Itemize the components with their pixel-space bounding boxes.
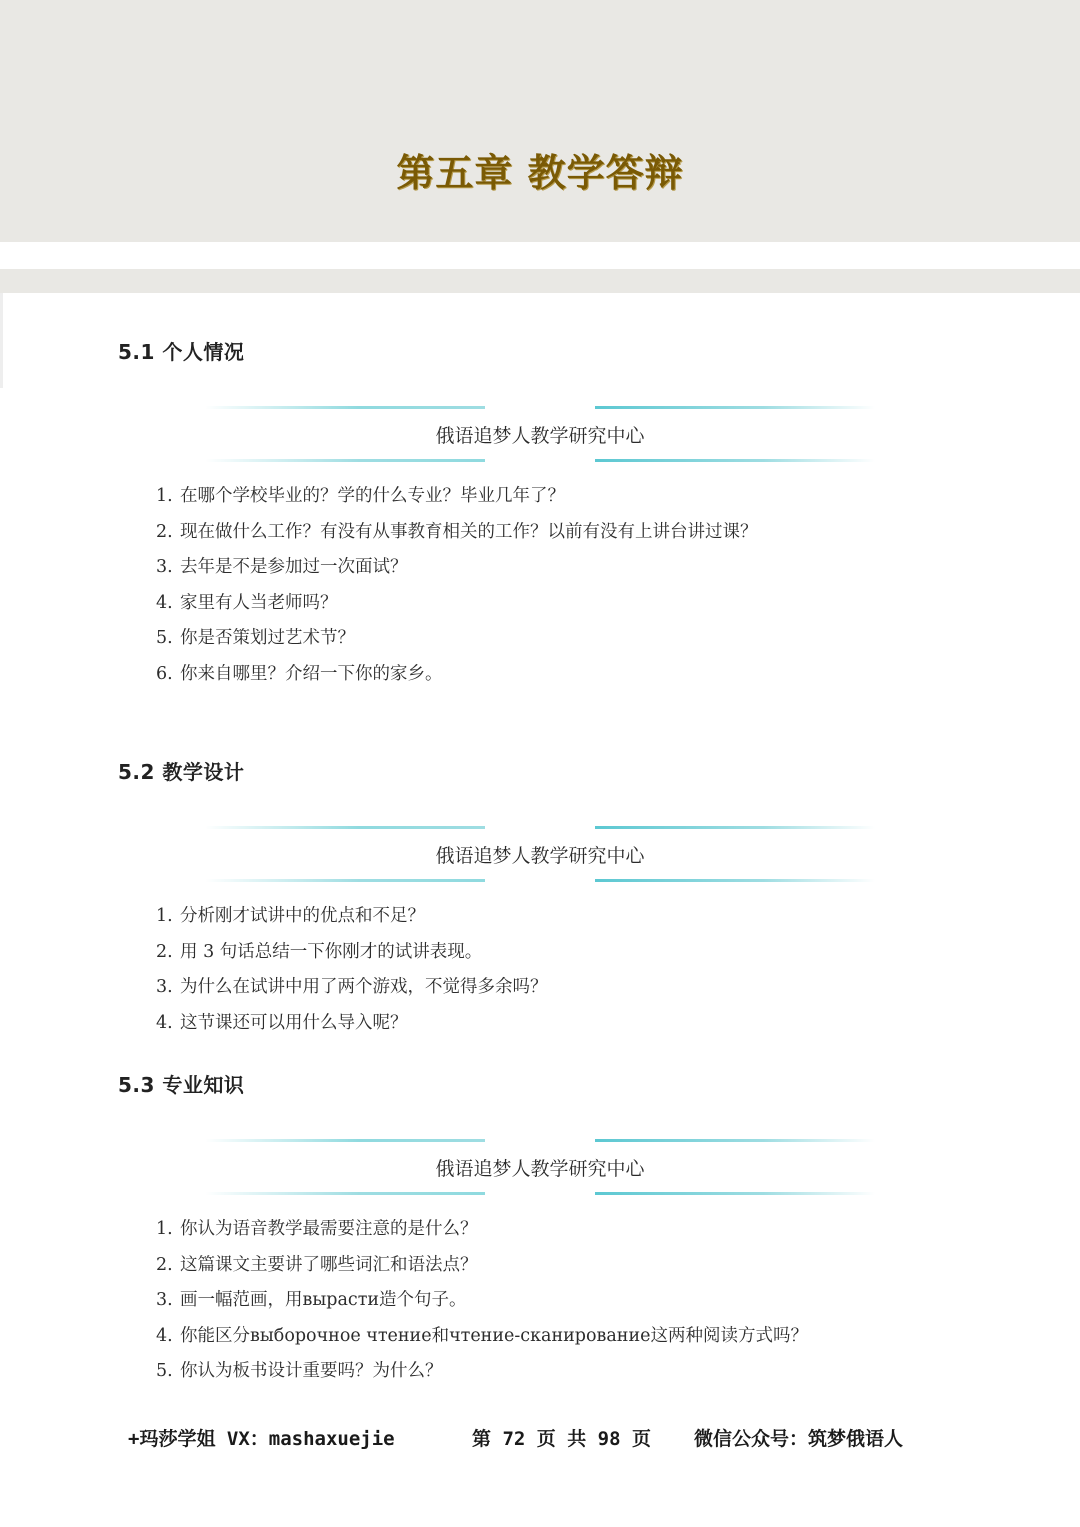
question-list-personal	[156, 479, 956, 693]
item-text: 你认为语音教学最需要注意的是什么？	[180, 1219, 478, 1239]
footer-page-number: 第 72 页 共 98 页	[472, 1428, 651, 1450]
item-number: 6.	[156, 663, 173, 684]
header-gap	[0, 242, 1080, 269]
item-text: 家里有人当老师吗？	[180, 592, 338, 613]
item-text: 用 3 句话总结一下你刚才的试讲表现。	[180, 941, 483, 962]
header-sub-band	[0, 269, 1080, 293]
list-item	[156, 899, 956, 935]
item-number: 5.	[156, 1361, 173, 1382]
item-number: 4.	[156, 1325, 173, 1346]
center-banner	[205, 1139, 875, 1199]
item-text: 你是否策划过艺术节？	[180, 628, 355, 649]
footer-contact: +玛莎学姐 VX：mashaxuejie	[128, 1428, 395, 1450]
item-text: 这节课还可以用什么导入呢？	[180, 1012, 408, 1033]
banner-line	[595, 459, 875, 462]
left-edge-shade	[0, 293, 3, 388]
item-text: 你来自哪里？介绍一下你的家乡。	[180, 663, 443, 684]
chapter-header-band	[0, 0, 1080, 242]
item-number: 2.	[156, 521, 173, 542]
banner-line	[205, 459, 485, 462]
list-item	[156, 1006, 956, 1042]
item-text: 分析刚才试讲中的优点和不足？	[180, 906, 425, 926]
item-text: 你认为板书设计重要吗？为什么？	[180, 1361, 443, 1382]
list-item	[156, 1319, 956, 1355]
item-number: 2.	[156, 941, 173, 962]
list-item	[156, 621, 956, 657]
banner-line	[595, 1139, 875, 1142]
center-banner	[205, 406, 875, 466]
item-text: 在哪个学校毕业的？学的什么专业？毕业几年了？	[180, 486, 565, 506]
item-number: 2.	[156, 1254, 173, 1275]
banner-line	[205, 1192, 485, 1195]
banner-line	[205, 826, 485, 829]
banner-line	[205, 879, 485, 882]
item-number: 4.	[156, 1012, 173, 1033]
list-item	[156, 515, 956, 551]
banner-line	[595, 826, 875, 829]
banner-line	[595, 1192, 875, 1195]
item-number: 3.	[156, 557, 173, 578]
item-text: 你能区分выборочное чтение和чтение-сканирование这两种阅读方式吗？	[180, 1325, 808, 1346]
question-list-design	[156, 899, 956, 1041]
list-item	[156, 970, 956, 1006]
question-list-knowledge	[156, 1212, 956, 1390]
list-item	[156, 657, 956, 693]
section-heading-knowledge: 5.3 专业知识	[118, 1073, 245, 1097]
list-item	[156, 1354, 956, 1390]
item-number: 1.	[156, 1219, 173, 1239]
banner-line	[205, 1139, 485, 1142]
list-item	[156, 550, 956, 586]
banner-line	[205, 406, 485, 409]
footer-wechat-account: 微信公众号：筑梦俄语人	[694, 1428, 904, 1450]
item-text: 现在做什么工作？有没有从事教育相关的工作？以前有没有上讲台讲过课？	[180, 521, 758, 542]
list-item	[156, 1283, 956, 1319]
center-banner	[205, 826, 875, 886]
center-banner-label: 俄语追梦人教学研究中心	[435, 845, 645, 867]
item-number: 1.	[156, 486, 173, 506]
item-number: 4.	[156, 592, 173, 613]
item-text: 去年是不是参加过一次面试？	[180, 557, 408, 578]
center-banner-label: 俄语追梦人教学研究中心	[435, 425, 645, 447]
list-item	[156, 935, 956, 971]
item-text: 为什么在试讲中用了两个游戏，不觉得多余吗？	[180, 977, 548, 998]
item-text: 画一幅范画，用вырасти造个句子。	[180, 1290, 467, 1311]
list-item	[156, 586, 956, 622]
list-item	[156, 1212, 956, 1248]
item-number: 5.	[156, 628, 173, 649]
center-banner-label: 俄语追梦人教学研究中心	[435, 1158, 645, 1180]
chapter-title: 第五章 教学答辩	[396, 151, 684, 195]
banner-line	[595, 406, 875, 409]
item-number: 3.	[156, 1290, 173, 1311]
list-item	[156, 479, 956, 515]
banner-line	[595, 879, 875, 882]
section-heading-design: 5.2 教学设计	[118, 760, 245, 784]
item-number: 1.	[156, 906, 173, 926]
item-text: 这篇课文主要讲了哪些词汇和语法点？	[180, 1254, 478, 1275]
item-number: 3.	[156, 977, 173, 998]
list-item	[156, 1248, 956, 1284]
section-heading-personal: 5.1 个人情况	[118, 340, 245, 364]
